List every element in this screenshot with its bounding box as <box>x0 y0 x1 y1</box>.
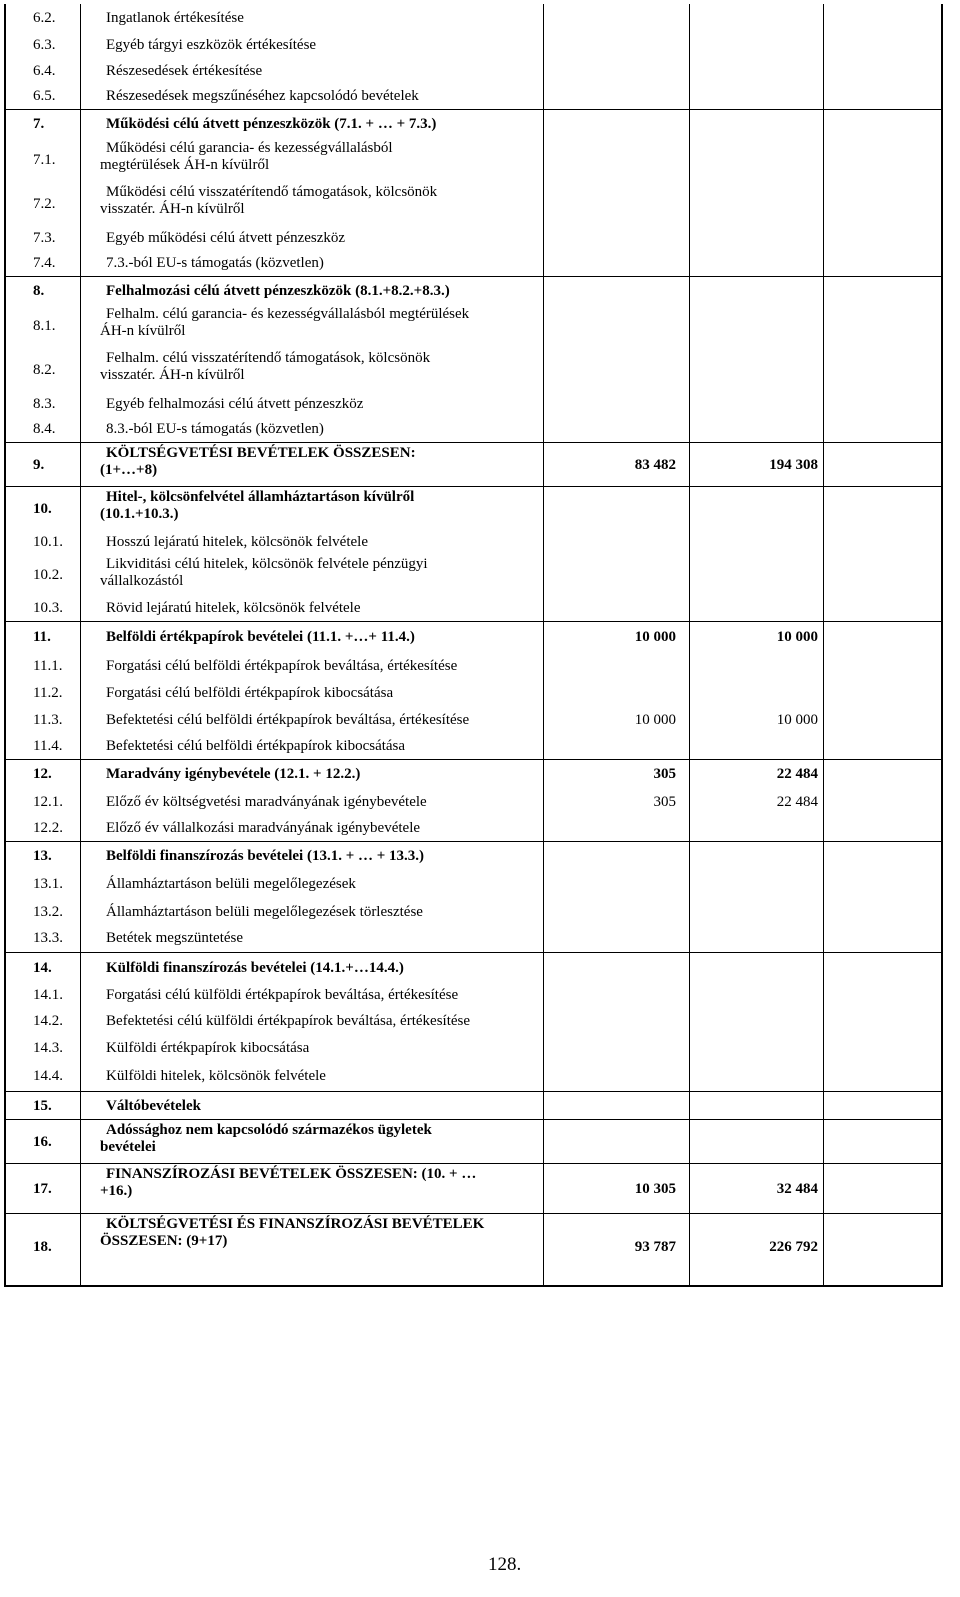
row-label <box>106 277 546 305</box>
table-row <box>6 652 941 680</box>
row-code: 13.3. <box>33 930 63 946</box>
row-code: 12.1. <box>33 793 63 810</box>
row-label-line: Befektetési célú belföldi értékpapírok kibocsátása <box>106 738 406 754</box>
row-label-line: Egyéb felhalmozási célú átvett pénzeszköz <box>106 396 364 412</box>
table-row <box>6 982 941 1008</box>
table-row <box>6 84 941 109</box>
row-code: 7.3. <box>33 230 56 246</box>
row-label-line: vállalkozástól <box>100 573 184 589</box>
table-row <box>6 596 941 621</box>
row-label-line: Befektetési célú belföldi értékpapírok beváltása, értékesítése <box>106 711 470 728</box>
value-cell: 10 000 <box>634 711 676 728</box>
row-label <box>106 870 546 899</box>
table-row <box>6 788 941 816</box>
table-row <box>6 32 941 59</box>
row-label <box>106 734 546 759</box>
table-row <box>6 1091 941 1120</box>
table-row <box>6 734 941 759</box>
row-code: 8.2. <box>33 361 56 378</box>
row-label-line: Külföldi hitelek, kölcsönök felvétele <box>106 1068 326 1084</box>
row-label <box>100 443 546 487</box>
row-code: 11.3. <box>33 711 63 728</box>
row-code: 10.2. <box>33 566 63 583</box>
row-label <box>106 925 546 952</box>
row-code: 11.1. <box>33 657 63 674</box>
row-code: 7. <box>33 116 45 132</box>
row-label-line: Belföldi finanszírozás bevételei (13.1. + … + 13.3.) <box>106 848 425 864</box>
row-label-line: Maradvány igénybevétele (12.1. + 12.2.) <box>106 766 361 782</box>
row-label-line: Forgatási célú belföldi értékpapírok kibocsátása <box>106 684 394 701</box>
row-code: 8. <box>33 282 45 299</box>
table-row <box>6 759 941 789</box>
row-label-line: Váltóbevételek <box>106 1097 201 1114</box>
row-label <box>106 680 546 706</box>
table-row <box>6 276 941 305</box>
table-row <box>6 442 941 487</box>
row-code: 10.3. <box>33 600 63 616</box>
table-row <box>6 1008 941 1035</box>
row-label-line: Hosszú lejáratú hitelek, kölcsönök felvétele <box>106 533 368 550</box>
row-label-line: 8.3.-ból EU-s támogatás (közvetlen) <box>106 421 324 437</box>
row-label <box>106 251 546 276</box>
row-label-line: Belföldi értékpapírok bevételei (11.1. +…+ 11.4.) <box>106 629 415 645</box>
row-label-line: Külföldi finanszírozás bevételei (14.1.+…14.4.) <box>106 959 404 976</box>
row-label <box>106 596 546 621</box>
table-row <box>6 109 941 139</box>
row-label <box>100 348 546 392</box>
table-row <box>6 1213 941 1280</box>
row-label-line: Államháztartáson belüli megelőlegezések <box>106 876 356 892</box>
row-label-line: Részesedések megszűnéséhez kapcsolódó bevételek <box>106 88 419 104</box>
row-label-line: ÖSSZESEN: (9+17) <box>100 1233 228 1249</box>
table-row <box>6 304 941 348</box>
table-row <box>6 348 941 392</box>
value-cell: 22 484 <box>776 793 818 810</box>
value-cell: 10 000 <box>634 629 676 645</box>
row-label-line: (10.1.+10.3.) <box>100 506 179 522</box>
value-cell: 305 <box>653 766 676 782</box>
table-row <box>6 870 941 899</box>
table-row <box>6 59 941 84</box>
table-row <box>6 680 941 706</box>
row-code: 12.2. <box>33 820 63 836</box>
row-label <box>106 842 546 871</box>
row-label <box>106 1092 546 1120</box>
table-row <box>6 251 941 276</box>
row-code: 6.4. <box>33 63 56 79</box>
table-row <box>6 417 941 442</box>
row-label <box>106 953 546 983</box>
row-label <box>100 304 546 348</box>
value-cell: 194 308 <box>769 456 818 473</box>
row-code: 10. <box>33 500 52 517</box>
value-cell: 305 <box>653 793 676 810</box>
row-label-line: Részesedések értékesítése <box>106 63 263 79</box>
budget-revenue-table <box>4 4 943 1287</box>
row-label-line: KÖLTSÉGVETÉSI ÉS FINANSZÍROZÁSI BEVÉTELEK <box>106 1216 485 1232</box>
row-label <box>106 706 546 734</box>
table-row <box>6 530 941 554</box>
table-row <box>6 392 941 417</box>
row-code: 14.1. <box>33 986 63 1003</box>
row-label-line: Államháztartáson belüli megelőlegezések törlesztése <box>106 903 423 920</box>
row-label-line: Likviditási célú hitelek, kölcsönök felvétele pénzügyi <box>106 556 428 572</box>
table-row <box>6 486 941 531</box>
row-code: 11.2. <box>33 684 63 701</box>
row-code: 7.1. <box>33 151 56 168</box>
row-label <box>106 110 546 139</box>
row-label <box>106 417 546 442</box>
row-label <box>106 226 546 251</box>
row-code: 15. <box>33 1097 52 1114</box>
row-label <box>106 84 546 109</box>
row-code: 14.4. <box>33 1068 63 1084</box>
row-label <box>100 487 546 531</box>
row-code: 9. <box>33 456 45 473</box>
row-code: 6.3. <box>33 37 56 53</box>
row-label <box>106 32 546 59</box>
table-row <box>6 925 941 952</box>
row-code: 18. <box>33 1238 52 1255</box>
row-label-line: Felhalm. célú garancia- és kezességvállalásból megtérülések <box>106 306 470 322</box>
value-cell: 93 787 <box>634 1238 676 1255</box>
table-row <box>6 5 941 32</box>
row-label <box>106 622 546 653</box>
row-code: 8.4. <box>33 421 56 437</box>
row-code: 14.3. <box>33 1040 63 1056</box>
row-label <box>106 788 546 816</box>
row-label-line: Egyéb tárgyi eszközök értékesítése <box>106 37 317 53</box>
value-cell: 32 484 <box>776 1180 818 1197</box>
row-code: 7.4. <box>33 255 56 271</box>
table-row <box>6 182 941 226</box>
row-code: 7.2. <box>33 195 56 212</box>
row-label <box>106 392 546 417</box>
table-row <box>6 226 941 251</box>
row-label <box>106 816 546 841</box>
row-label-line: Felhalmozási célú átvett pénzeszközök (8.1.+8.2.+8.3.) <box>106 282 450 299</box>
row-code: 12. <box>33 766 52 782</box>
table-row <box>6 1119 941 1164</box>
table-row <box>6 706 941 734</box>
value-cell: 83 482 <box>634 456 676 473</box>
row-code: 13.2. <box>33 903 63 920</box>
row-label-line: Ingatlanok értékesítése <box>106 10 244 26</box>
row-code: 11.4. <box>33 738 63 754</box>
row-label-line: Hitel-, kölcsönfelvétel államháztartáson kívülről <box>106 489 415 505</box>
row-label-line: Felhalm. célú visszatérítendő támogatások, kölcsönök <box>106 350 431 366</box>
table-row <box>6 1035 941 1062</box>
row-code: 14.2. <box>33 1013 63 1029</box>
row-label-line: visszatér. ÁH-n kívülről <box>100 201 245 217</box>
row-code: 10.1. <box>33 533 63 550</box>
row-label-line: Egyéb működési célú átvett pénzeszköz <box>106 230 346 246</box>
value-cell: 226 792 <box>769 1238 818 1255</box>
row-label-line: Előző év vállalkozási maradványának igénybevétele <box>106 820 421 836</box>
row-label-line: Forgatási célú külföldi értékpapírok beváltása, értékesítése <box>106 986 459 1003</box>
row-label <box>100 554 546 596</box>
table-row <box>6 952 941 983</box>
row-label <box>106 530 546 554</box>
row-label-line: Betétek megszüntetése <box>106 930 244 946</box>
row-label <box>100 1120 546 1164</box>
row-code: 11. <box>33 629 51 645</box>
value-cell: 10 000 <box>776 711 818 728</box>
row-code: 17. <box>33 1180 52 1197</box>
row-label <box>100 182 546 226</box>
table-row <box>6 138 941 182</box>
table-row <box>6 816 941 841</box>
row-code: 6.2. <box>33 10 56 26</box>
row-label-line: Előző év költségvetési maradványának igénybevétele <box>106 793 427 810</box>
row-code: 8.3. <box>33 396 56 412</box>
row-label <box>106 1008 546 1035</box>
row-code: 14. <box>33 959 52 976</box>
row-code: 8.1. <box>33 317 56 334</box>
table-row <box>6 1163 941 1214</box>
table-row <box>6 1062 941 1091</box>
row-label-line: FINANSZÍROZÁSI BEVÉTELEK ÖSSZESEN: (10. + … <box>106 1166 477 1182</box>
page-number: 128. <box>488 1554 522 1575</box>
row-label-line: Működési célú garancia- és kezességvállalásból <box>106 140 393 156</box>
row-label-line: Forgatási célú belföldi értékpapírok beváltása, értékesítése <box>106 657 458 674</box>
row-code: 6.5. <box>33 88 56 104</box>
value-cell: 10 305 <box>634 1180 676 1197</box>
row-label-line: visszatér. ÁH-n kívülről <box>100 367 245 383</box>
table-row <box>6 554 941 596</box>
row-label-line: 7.3.-ból EU-s támogatás (közvetlen) <box>106 255 324 271</box>
row-label-line: bevételei <box>100 1139 156 1155</box>
row-code: 13. <box>33 848 52 864</box>
row-code: 16. <box>33 1133 52 1150</box>
row-label <box>106 59 546 84</box>
row-label <box>100 138 546 182</box>
row-label-line: Rövid lejáratú hitelek, kölcsönök felvétele <box>106 600 361 616</box>
row-label <box>106 982 546 1008</box>
row-label-line: Befektetési célú külföldi értékpapírok beváltása, értékesítése <box>106 1013 471 1029</box>
row-label-line: KÖLTSÉGVETÉSI BEVÉTELEK ÖSSZESEN: <box>106 445 416 461</box>
row-label <box>106 5 546 32</box>
table-row <box>6 841 941 871</box>
row-label <box>100 1214 546 1280</box>
row-label-line: Adóssághoz nem kapcsolódó származékos ügyletek <box>106 1122 432 1138</box>
row-label <box>106 899 546 925</box>
row-label-line: Működési célú átvett pénzeszközök (7.1. + … + 7.3.) <box>106 116 437 132</box>
table-row <box>6 899 941 925</box>
row-label-line: +16.) <box>100 1183 133 1199</box>
table-row <box>6 621 941 653</box>
row-label <box>100 1164 546 1214</box>
row-label-line: (1+…+8) <box>100 462 158 478</box>
row-label <box>106 760 546 789</box>
value-cell: 22 484 <box>776 766 818 782</box>
row-label-line: megtérülések ÁH-n kívülről <box>100 157 270 173</box>
row-label-line: Külföldi értékpapírok kibocsátása <box>106 1040 310 1056</box>
value-cell: 10 000 <box>776 629 818 645</box>
row-label <box>106 1035 546 1062</box>
row-label-line: Működési célú visszatérítendő támogatások, kölcsönök <box>106 184 438 200</box>
row-label <box>106 1062 546 1091</box>
row-code: 13.1. <box>33 876 63 892</box>
row-label <box>106 652 546 680</box>
row-label-line: ÁH-n kívülről <box>100 323 186 339</box>
